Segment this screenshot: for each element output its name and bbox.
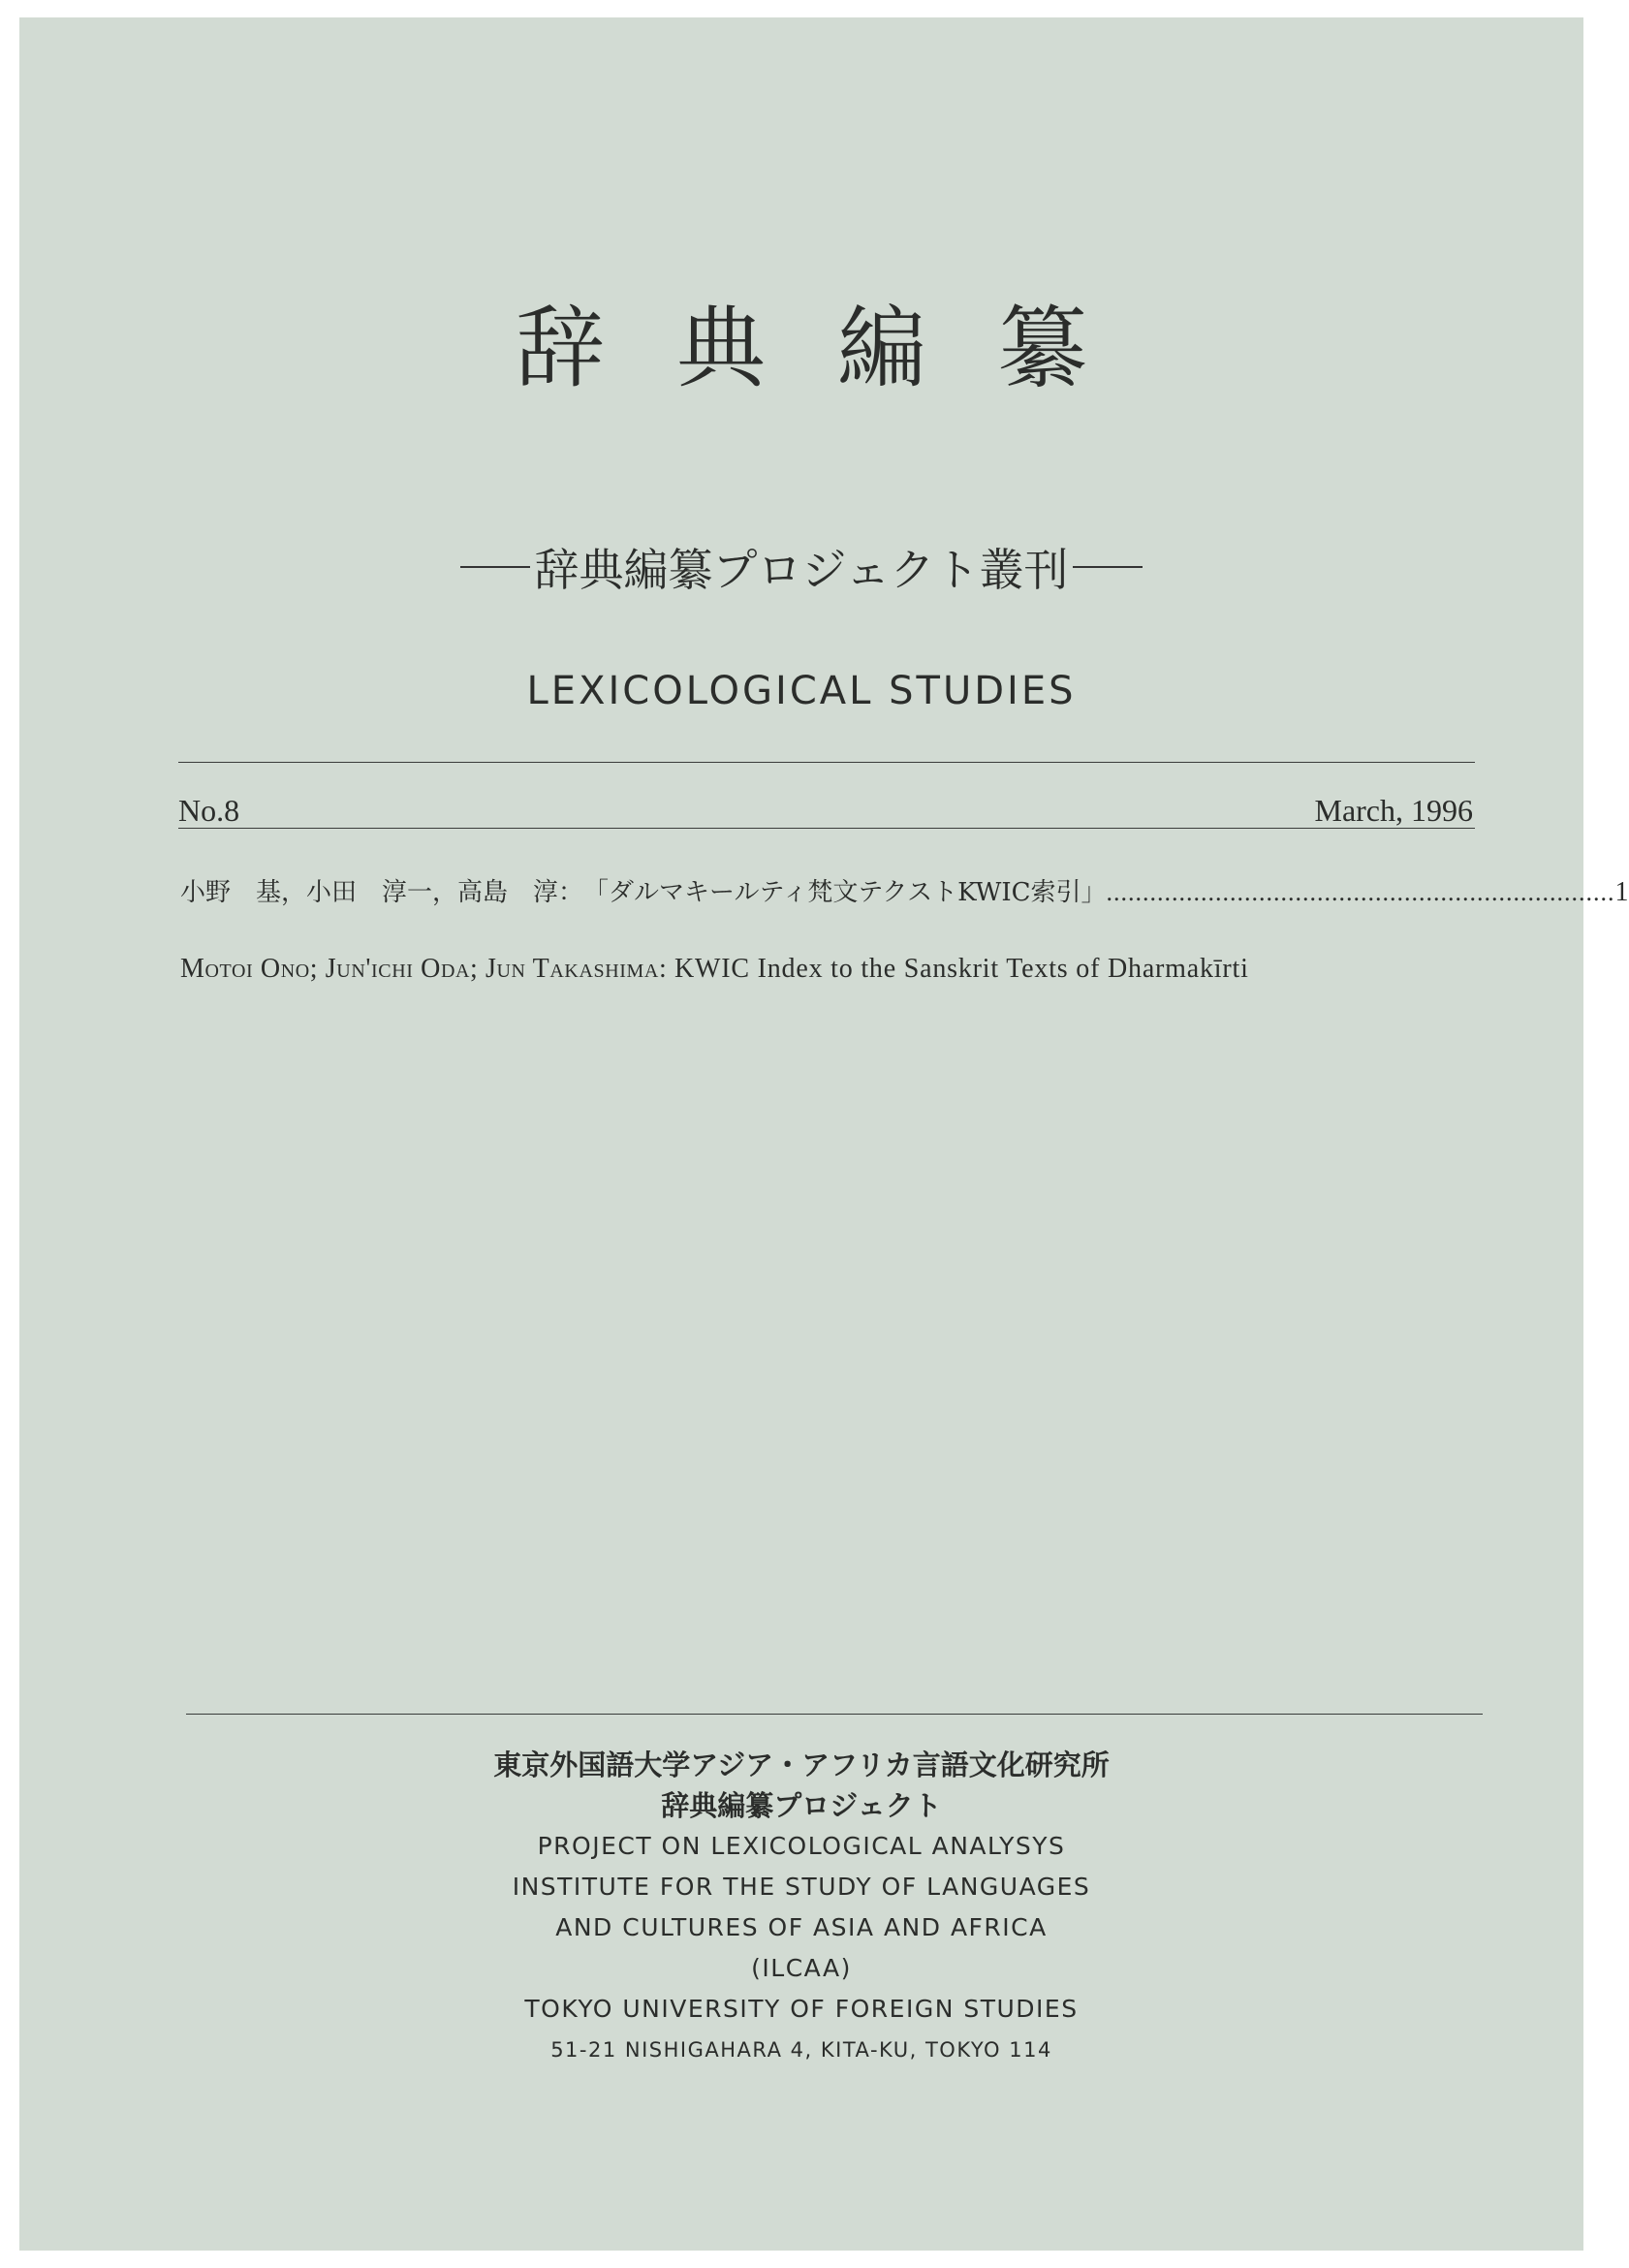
subtitle-dash-right [1073, 566, 1143, 568]
main-title: 辞典編纂 [515, 297, 1159, 400]
english-title: LEXICOLOGICAL STUDIES [526, 669, 1077, 713]
issue-row [178, 793, 1473, 829]
subtitle-dash-left [460, 566, 530, 568]
series-subtitle-row [19, 535, 1583, 599]
contents-jp-authors: 小野 基，小田 淳一，高島 淳： [180, 878, 584, 907]
rule-footer [186, 1714, 1483, 1715]
publisher-line-1: PROJECT ON LEXICOLOGICAL ANALYSYS [537, 1832, 1066, 1860]
contents-entry-en [180, 954, 1249, 985]
contents-page-number: 1 [1614, 877, 1629, 907]
issue-date: March, 1996 [1314, 793, 1473, 828]
series-subtitle: 辞典編纂プロジェクト叢刊 [534, 544, 1069, 596]
cover-page [19, 17, 1629, 2251]
publisher-project-jp: 辞典編纂プロジェクト [661, 1789, 942, 1822]
publisher-line-5: TOKYO UNIVERSITY OF FOREIGN STUDIES [524, 1995, 1079, 2023]
contents-jp-title: 「ダルマキールティ梵文テクストKWIC索引」 [583, 878, 1107, 907]
publisher-address: 51-21 NISHIGAHARA 4, KITA-KU, TOKYO 114 [550, 2038, 1052, 2062]
publisher-block [19, 1745, 1583, 2070]
publisher-line-3: AND CULTURES OF ASIA AND AFRICA [555, 1913, 1048, 1941]
rule-top [178, 762, 1475, 763]
contents-en-title: KWIC Index to the Sanskrit Texts of Dharmakīrti [674, 954, 1249, 984]
publisher-line-4: (ILCAA) [751, 1954, 852, 1982]
publisher-line-2: INSTITUTE FOR THE STUDY OF LANGUAGES [512, 1873, 1091, 1901]
issue-number: No.8 [178, 793, 240, 828]
contents-leader-dots: ...................................................................... [1106, 878, 1615, 906]
contents-en-authors: Motoi Ono; Jun'ichi Oda; Jun Takashima: [180, 954, 668, 984]
rule-issue [178, 828, 1475, 829]
contents-entry-jp [180, 872, 1629, 908]
publisher-institute-jp: 東京外国語大学アジア・アフリカ言語文化研究所 [493, 1748, 1110, 1781]
